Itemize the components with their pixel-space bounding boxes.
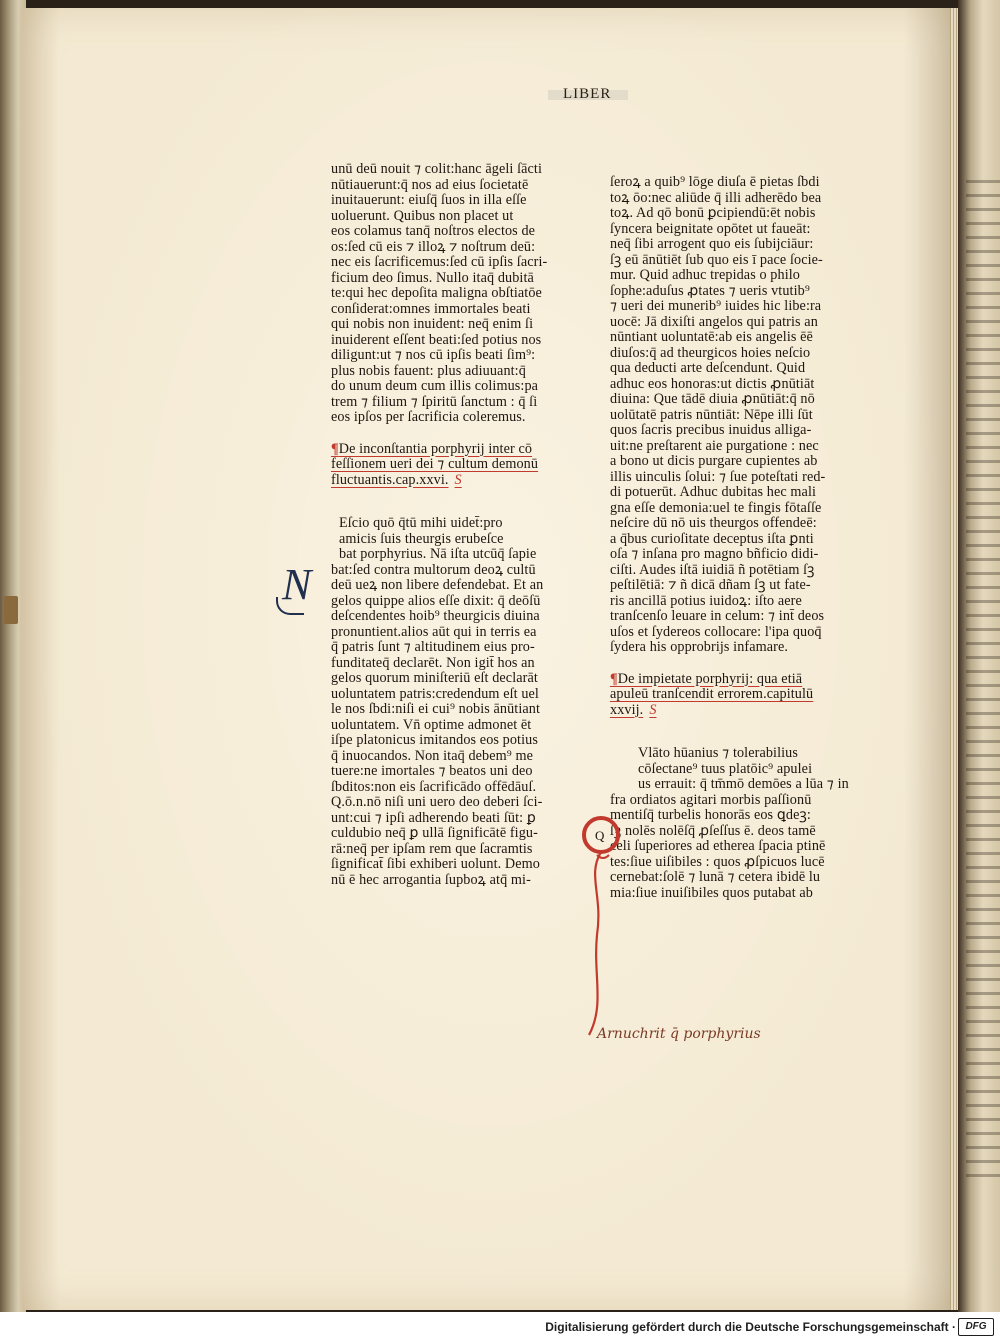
body-line [610,392,844,408]
body-line [610,808,844,824]
body-line [610,532,844,548]
body-line [610,361,844,377]
body-line-text: culdubio neq̄ ꝑ ullā ſignificātē figu- [331,825,538,841]
body-line-text: celi ſuperiores ad etherea ſpacia ptinē [610,838,826,854]
body-line-text: us errauit: q̄ tm̄mō demōes a lūa ⁊ in [638,776,849,792]
body-line-text: nūntiant uoluntatē:ab eis angelis ēē [610,329,813,345]
body-line [610,253,844,269]
body-line [331,873,563,889]
body-line-text: a q̄bus curioſitate deceptus iſta ꝑnti [610,530,814,547]
body-line [331,811,563,827]
body-line-text: inuitauerunt: eiuſq̄ ſuos in illa eſſe [331,192,527,208]
running-head: LIBER [563,86,612,102]
body-line-text: q̄ patris ſunt ⁊ altitudinem eius pro- [331,639,535,655]
body-line [331,826,563,842]
body-line-text: ſyncera beignitate opōtet ut faueāt: [610,220,811,237]
body-line [331,395,563,411]
body-line [331,302,563,318]
footer-credit-text: Digitalisierung gefördert durch die Deutsche Forschungsgemeinschaft · [545,1320,956,1334]
body-line-text: ris ancillā potius iuidoꝝ: iſto aere [610,592,802,609]
body-line [331,271,563,287]
body-line-text: funditateq̄ declarēt. Non igit̄ hos an [331,654,535,671]
body-line [610,793,844,809]
body-line-text: uit:ne preſtarent aie purgatione : nec [610,437,819,454]
body-line-text: ſydera his opprobrijs infamare. [610,639,789,655]
body-line-text: nec eis ſacrificemus:ſed cū ipſis ſacri- [331,254,548,270]
body-line [610,855,844,871]
body-line-text: mur. Quid adhuc trepidas o philo [610,267,800,283]
body-line [610,206,844,222]
body-line [610,547,844,563]
body-line [331,224,563,240]
facing-page-edge [958,0,1000,1312]
footer-bar [0,1312,1000,1340]
body-line [331,532,563,548]
body-line [331,286,563,302]
left-column-bottom-text [331,516,563,888]
decorated-initial-n: N [282,563,336,611]
body-line [331,255,563,271]
body-line [331,193,563,209]
body-line [331,640,563,656]
body-line [331,780,563,796]
body-line-text: plus nobis fauent: plus adiuuant:q̄ [331,362,526,379]
body-line [331,563,563,579]
body-line-text: iſpe platonicus imitandos eos potius [331,732,538,748]
heading-line [610,703,844,719]
body-line [331,379,563,395]
body-line-text: le nos ſbdi:niſi ei cui⁹ nobis ānūtiant [331,701,541,717]
body-line [610,625,844,641]
body-line [331,209,563,225]
body-line [610,175,844,191]
body-line-text: adhuc eos honoras:ut dictis ꝓnūtiāt [610,375,815,392]
body-line-text: os:ſed cū eis ⁊ illoꝝ ⁊ noſtrum deū: [331,238,536,255]
body-line [610,824,844,840]
body-line-text: gelos quorum miniſteriū eſt declarāt [331,670,538,686]
body-line-text: Eſcio quō q̄tū mihi uidet̄:pro [339,515,503,531]
chapter-heading-xxvii [610,672,844,719]
body-line-text: cernebat:ſolē ⁊ lunā ⁊ cetera ibidē lu [610,869,821,885]
body-line-text: eos colamus tanq̄ noſtros electos de [331,223,536,239]
body-line-text: a bono ut dicis purgare cupientes ab [610,453,818,469]
body-line [331,240,563,256]
body-line-text: conſiderat:omnes immortales beati [331,300,531,317]
left-column-top-text [331,162,563,426]
body-line [610,886,844,902]
body-line-text: mentiſq̄ turbelis honorās eos ꝗdeꝫ: [610,807,811,823]
body-line [610,839,844,855]
body-line-text: uocē: Jā dixiſti angelos qui patris an [610,313,818,330]
body-line [610,284,844,300]
body-line [610,762,844,778]
body-line [331,594,563,610]
body-line-text: neſcire dū nō uis theurgos offendeē: [610,515,817,531]
body-line [331,162,563,178]
body-line [610,408,844,424]
body-line [610,776,849,793]
body-line [610,485,844,501]
body-line-text: Q.ō.n.nō niſi uni uero deo deberi ſci- [331,794,543,810]
body-line [331,333,563,349]
dfg-logo: DFG [958,1318,994,1336]
body-line [331,795,563,811]
body-line [331,842,563,858]
body-line [331,625,563,641]
body-line [610,501,844,517]
body-line [610,454,844,470]
body-line-text: deū ueꝝ non libere defendebat. Et an [331,577,544,593]
body-line-text: illis uinculis ſolui: ⁊ ſue poteſtati red- [610,468,826,485]
body-line-text: cōſectane⁹ tuus platōic⁹ apulei [638,760,813,777]
initial-q-guide-letter: Q [595,828,605,843]
body-line-text: tranſcenſo leuare in celum: ⁊ int̄ deos [610,608,825,624]
body-line-text: quos ſacris precibus inuidus alliga- [610,422,812,438]
chapter-mark: S [454,471,462,488]
body-line [610,470,844,486]
body-line-text: uoluerunt. Quibus non placet ut [331,207,514,224]
body-line-text: diuſos:q̄ ad theurgicos hoies neſcio [610,344,811,361]
body-line-text: uoluntatem patris:credendum eſt uel [331,685,539,702]
body-line [331,671,563,687]
chapter-heading-xxvi [331,442,563,489]
chapter-mark: S [649,701,657,718]
body-line [610,222,844,238]
body-line [610,237,844,253]
rubric-pilcrow-icon: ¶ [610,670,618,687]
body-line-text: qui nobis non inuident: neq̄ enim ſi [331,316,534,332]
body-line-text: amicis ſuis theurgis erubeſce [339,530,504,547]
body-line [610,563,844,579]
body-line-text: fra ordiatos agitari morbis paſſionū [610,791,812,808]
body-line-text: toꝝ. Ad qō bonū ꝑcipiendū:ēt nobis [610,205,816,221]
body-line [610,594,844,610]
rubric-pilcrow-icon: ¶ [331,440,339,457]
body-line-text: tuere:ne imortales ⁊ beatos uni deo [331,763,533,779]
body-line [331,178,563,194]
body-line-text: unū deū nouit ⁊ colit:hanc āgeli ſācti [331,161,542,177]
body-line-text: toꝝ ōo:nec aliūde q̄ illi adherēdo bea [610,189,822,206]
body-line-text: peſtilētiā: ⁊ ñ dicā dñam ſꝫ ut fate- [610,577,811,593]
body-line [610,315,844,331]
left-column [331,162,563,888]
body-line-text: nū ē hec arrogantia ſupboꝝ atq̄ mi- [331,871,531,888]
body-line-text: ſꝫ eū ānūtiēt ſub quo eis ī pace ſocie- [610,251,823,268]
body-line-text: qua deducti arte deſcendunt. Quid [610,360,806,376]
body-line [331,578,563,594]
bookmark-tab [4,596,18,624]
body-line [331,516,563,532]
facing-page-text-bleed [966,180,1000,1180]
body-line-text: mia:ſiue inuiſibiles quos putabat ab [610,884,813,901]
body-line-text: ſbditos:non eis ſacrificādo offēdāuſ. [331,778,537,795]
body-line [610,578,844,594]
body-line-text: ſignificat̄ ſibi exhiberi uolunt. Demo [331,856,540,872]
body-line [610,439,844,455]
body-line-text: eos ipſos per ſacrificia coleremus. [331,409,526,425]
body-line-text: trem ⁊ filium ⁊ ſpiritū ſanctum : q̄ ſi [331,393,538,410]
heading-line-text: xxvij. [610,701,644,718]
body-line [331,609,563,625]
heading-line-text: fluctuantis.cap.xxvi. [331,471,449,488]
body-line-text: gelos quippe alios eſſe dixit: q̄ deōſū [331,592,541,609]
body-line-text: uolūtatē patris nūntiāt: Nēpe illi ſūt [610,406,813,423]
body-line [610,346,844,362]
body-line [610,870,844,886]
body-line-text: oſa ⁊ inſana pro magno bñficio didi- [610,546,819,562]
body-line [610,268,844,284]
body-line [610,640,844,656]
body-line-text: pronuntient.alios aūt qui in terris ea [331,623,537,640]
body-line-text: ſꝫ nolēs nolēſq̄ ꝓſeſſus ē. deos tamē [610,822,816,839]
heading-line-text: De inconſtantia porphyrij inter cō [338,440,533,457]
marginal-annotation: Arnuchrit q̄ porphyrius [597,1026,761,1042]
body-line-text: Vlāto hūanius ⁊ tolerabilius [638,745,798,761]
body-line-text: tes:ſiue uiſibiles : quos ꝓſpicuos lucē [610,853,825,870]
body-line-text: di potuerūt. Adhuc dubitas hec mali [610,484,817,500]
heading-line [331,457,563,473]
body-line [610,609,844,625]
body-line [331,857,563,873]
body-line-text: inuiderent eſſent beati:ſed potius nos [331,331,542,348]
body-line-text: rā:neq̄ per ipſam rem que ſacramtis [331,840,533,857]
body-line-text: uſos et ſydereos collocare: l'ipa quoq̄ [610,623,822,640]
body-line [331,749,563,765]
right-column [610,174,849,901]
body-line-text: diuina: Que tādē diuia ꝓnūtiāt:q̄ nō [610,391,815,407]
body-line [610,330,844,346]
body-line [331,410,563,426]
body-line-text: q̄ inuocandos. Non itaq̄ debem⁹ me [331,747,533,764]
heading-line [331,473,563,489]
body-line-text: ciſti. Audes iſtā iuidiā ñ potētiam ſꝫ [610,561,815,578]
decorated-initial-q [575,815,625,1045]
body-line [610,299,844,315]
body-line [331,547,563,563]
body-line [610,423,844,439]
heading-line [610,672,844,688]
body-line [610,746,844,762]
body-line [331,702,563,718]
right-column-top-text [610,175,844,656]
heading-line [610,687,844,703]
body-line-text: gna eſſe demonia:uel te fingis fōtaſſe [610,499,822,516]
body-line [331,764,563,780]
body-line-text: te:qui hec depoſita maligna obſtiatōe [331,285,542,301]
body-line [331,656,563,672]
body-line-text: bat porphyrius. Nā iſta utcūq̄ ſapie [339,546,537,562]
body-line [610,516,844,532]
body-line-text: do unum deum cum illis colimus:pa [331,378,539,394]
body-line-text: deſcendentes hoib⁹ theurgicis diuina [331,608,540,624]
heading-line [331,442,563,458]
heading-line-text: apuleū tranſcendit errorem.capitulū [610,686,814,702]
body-line-text: nūtiauerunt:q̄ nos ad eius ſocietatē [331,176,529,193]
body-line-text: unt:cui ⁊ ipſi adherendo beati ſūt: ꝑ [331,809,536,826]
body-line-text: ⁊ ueri dei munerib⁹ iuides hic libe:ra [610,298,822,314]
body-line [331,687,563,703]
body-line-text: ſophe:aduſus ꝓtates ⁊ ueris vtutib⁹ [610,282,810,299]
body-line [331,364,563,380]
body-line [610,191,844,207]
heading-line-text: feſſionem ueri dei ⁊ cultum demonū [331,456,539,472]
body-line [331,348,563,364]
body-line-text: bat:ſed contra multorum deoꝝ cultū [331,561,536,578]
body-line [331,718,563,734]
right-column-bottom-text [610,745,849,901]
body-line-text: ficium deo ſimus. Nullo itaq̄ dubitā [331,269,534,286]
body-line-text: uoluntatem. Vn̄ optime admonet ēt [331,716,532,733]
heading-line-text: De impietate porphyrij: qua etiā [617,670,803,687]
body-line [331,733,563,749]
body-line [610,377,844,393]
body-line-text: diligunt:ut ⁊ nos cū ipſis beati ſim⁹: [331,347,536,363]
body-line [331,317,563,333]
body-line-text: neq̄ ſibi arrogent quo eis ſubijciāur: [610,236,814,252]
body-line-text: ſeroꝝ a quib⁹ lōge diuſa ē pietas ſbdi [610,174,820,190]
